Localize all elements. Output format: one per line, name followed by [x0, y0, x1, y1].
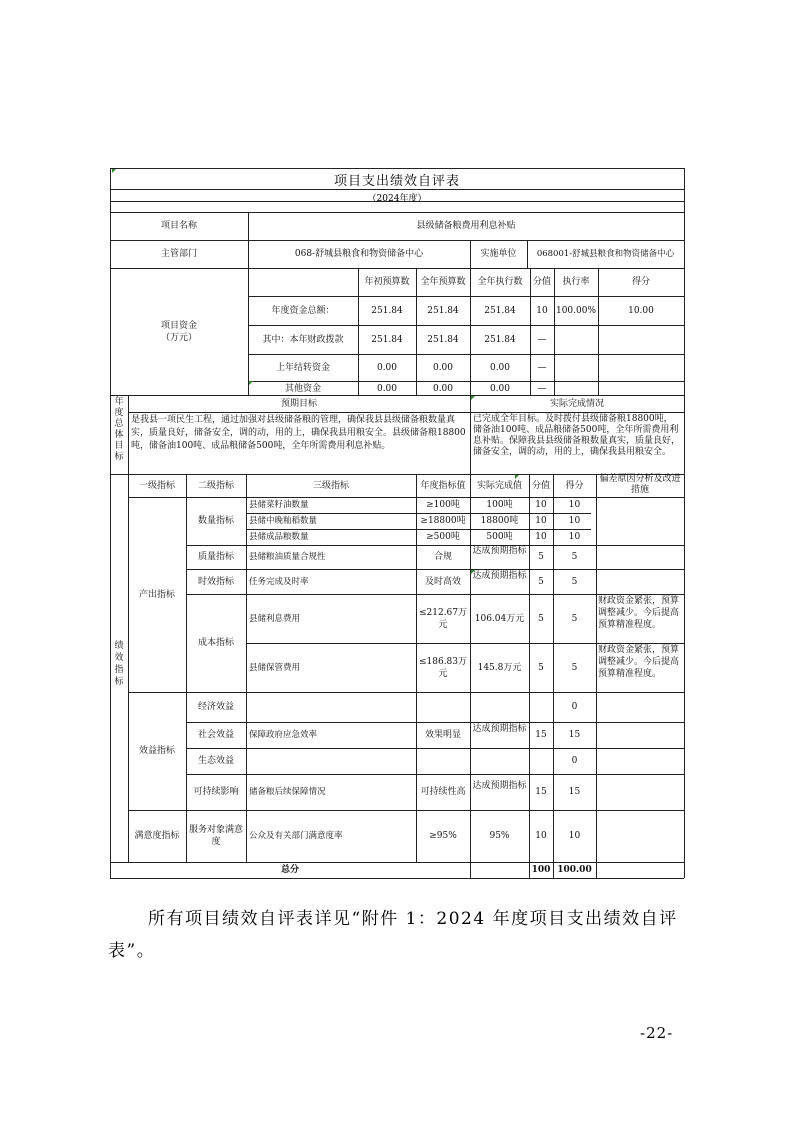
indicator-header: 三级指标: [312, 481, 349, 491]
indicator-name: 保障政府应急效率: [249, 730, 318, 740]
level2-economic: 经济效益: [197, 702, 234, 712]
funds-rate: 100.00%: [555, 306, 597, 316]
indicator-header: 二级指标: [197, 481, 234, 491]
indicator-name: 任务完成及时率: [249, 577, 309, 587]
indicators-side-label: 绩效指标: [114, 641, 124, 687]
total-score: 100.00: [557, 865, 592, 875]
indicator-actual: 达成预期指标: [472, 546, 527, 556]
table-title: 项目支出绩效自评表: [333, 174, 460, 189]
project-name-label: 项目名称: [160, 221, 197, 231]
indicator-actual: 18800吨: [480, 516, 519, 526]
funds-full: 251.84: [427, 306, 459, 316]
total-value: 100: [531, 865, 551, 875]
indicator-score: 10: [568, 500, 581, 510]
indicator-target: 可持续性高: [420, 787, 466, 797]
expected-goal-header: 预期目标: [280, 399, 317, 409]
indicator-name: 公众及有关部门满意度率: [249, 831, 343, 841]
funds-row-label: 年度资金总额：: [271, 306, 335, 316]
funds-exec: 0.00: [489, 363, 511, 373]
indicator-score: 10: [568, 516, 581, 526]
funds-full: 0.00: [432, 384, 454, 394]
level2-social: 社会效益: [197, 730, 234, 740]
indicator-actual: 500吨: [486, 532, 513, 542]
indicator-score: 5: [571, 577, 578, 587]
indicator-name: 县储中晚籼稻数量: [249, 516, 318, 526]
indicator-header: 分值: [531, 481, 550, 491]
project-name-value: 县级储备粮费用利息补贴: [416, 221, 516, 231]
indicator-actual: 95%: [489, 831, 510, 841]
level2-service-satisfaction: 服务对象满意度: [188, 825, 243, 847]
funds-score-value: —: [537, 384, 547, 394]
level2-quality: 质量指标: [197, 552, 234, 562]
funds-score-value: 10: [536, 306, 548, 316]
indicator-target: ≥100吨: [426, 500, 460, 510]
level2-timeliness: 时效指标: [197, 577, 234, 587]
funds-score-value: —: [537, 335, 547, 345]
indicator-target: ≥500吨: [426, 532, 460, 542]
indicator-score: 10: [568, 532, 581, 542]
indicator-name: 县储保管费用: [249, 663, 301, 673]
funds-init: 0.00: [376, 363, 398, 373]
funds-row-label: 上年结转资金: [275, 363, 330, 373]
funds-exec: 251.84: [484, 306, 516, 316]
funds-header: 全年执行数: [477, 277, 523, 287]
indicator-name: 县储成品粮数量: [249, 532, 309, 542]
funds-row-label: 其中：本年财政拨款: [262, 335, 344, 345]
level2-sustainable: 可持续影响: [193, 787, 239, 797]
funds-header: 分值: [532, 277, 551, 287]
indicator-score: 0: [571, 702, 578, 712]
funds-full: 0.00: [432, 363, 454, 373]
level2-cost: 成本指标: [197, 638, 234, 648]
indicator-header: 一级指标: [138, 481, 175, 491]
indicator-target: ≥18800吨: [420, 516, 466, 526]
funds-header: 全年预算数: [420, 277, 466, 287]
indicator-header: 偏差原因分析及改进措施: [599, 474, 681, 495]
indicator-name: 县储菜籽油数量: [249, 500, 309, 510]
indicator-name: 储备粮后续保障情况: [249, 787, 326, 797]
indicator-score: 5: [571, 552, 578, 562]
funds-score-value: —: [537, 363, 547, 373]
funds-header: 执行率: [562, 277, 590, 287]
funds-full: 251.84: [427, 335, 459, 345]
indicator-value: 5: [538, 663, 544, 673]
indicator-score: 5: [571, 614, 578, 624]
actual-text: 已完成全年目标。及时拨付县级储备粮18800吨，储备油100吨、成品粮储备500吨，全年所需费用利息补贴。保障我县县级储备粮数量真实，质量良好，储备安全，调的动，用的上，确保我县用粮安全。: [473, 414, 681, 457]
funds-init: 251.84: [371, 306, 403, 316]
indicator-score: 0: [571, 756, 578, 766]
indicator-note: 财政资金紧张，预算调整减少。今后提高预算精准程度。: [598, 645, 680, 679]
total-label: 总分: [280, 865, 299, 875]
level2-quantity: 数量指标: [197, 516, 234, 526]
indicator-score: 5: [571, 663, 578, 673]
indicator-actual: 达成预期指标: [472, 781, 527, 791]
indicator-target: 及时高效: [424, 577, 461, 587]
funds-header: 得分: [631, 277, 650, 287]
body-paragraph: 所有项目绩效自评表详见“附件 1：2024 年度项目支出绩效自评表”。: [108, 909, 678, 961]
indicator-score: 15: [568, 787, 581, 797]
indicator-value: 10: [535, 831, 547, 841]
funds-score: 10.00: [628, 306, 654, 316]
indicator-target: ≥95%: [429, 831, 457, 841]
indicator-actual: 106.04万元: [474, 614, 525, 624]
indicator-value: 10: [535, 516, 547, 526]
indicator-target: 合规: [433, 552, 452, 562]
indicator-actual: 达成预期指标: [472, 571, 527, 581]
actual-header: 实际完成情况: [549, 399, 604, 409]
indicator-value: 15: [535, 787, 547, 797]
dept-label: 主管部门: [160, 249, 197, 259]
indicator-name: 县储利息费用: [249, 614, 301, 624]
indicator-actual: 100吨: [486, 500, 513, 510]
indicator-target: ≤186.83万元: [418, 657, 468, 679]
funds-exec: 251.84: [484, 335, 516, 345]
indicator-name: 县储粮油质量合规性: [249, 552, 326, 562]
indicator-target: 效果明显: [424, 730, 461, 740]
indicator-score: 10: [568, 831, 581, 841]
expected-goal-text: 是我县一项民生工程，通过加强对县级储备粮的管理，确保我县县级储备粮数量真实，质量良好，储备安全，调的动，用的上，确保我县用粮安全。县级储备粮18800吨，储备油100吨、成品粮储备500吨，全年所需费用利息补贴。: [131, 415, 466, 451]
indicator-header: 实际完成值: [476, 481, 522, 491]
indicator-value: 5: [538, 577, 544, 587]
indicator-header: 年度指标值: [420, 481, 466, 491]
level1-output: 产出指标: [138, 590, 175, 600]
indicator-value: 10: [535, 532, 547, 542]
level1-satisfaction: 满意度指标: [134, 831, 180, 841]
level2-ecological: 生态效益: [197, 756, 234, 766]
page-number: -22-: [640, 1024, 674, 1042]
goals-side-label: 年度总体目标: [114, 397, 124, 462]
dept-value: 068-舒城县粮食和物资储备中心: [294, 249, 424, 259]
level1-benefit: 效益指标: [138, 746, 175, 756]
funds-row-label: 其他资金: [284, 384, 321, 394]
indicator-value: 5: [538, 552, 544, 562]
indicator-note: 财政资金紧张，预算调整减少。今后提高预算精准程度。: [598, 596, 680, 630]
indicator-value: 10: [535, 500, 547, 510]
funds-label: 项目资金 （万元）: [160, 321, 197, 343]
impl-label: 实施单位: [480, 249, 517, 259]
funds-exec: 0.00: [489, 384, 511, 394]
funds-header: 年初预算数: [364, 277, 410, 287]
table-subtitle: （2024年度）: [367, 194, 427, 204]
indicator-actual: 145.8万元: [477, 663, 522, 673]
indicator-value: 15: [535, 730, 547, 740]
indicator-value: 5: [538, 614, 544, 624]
funds-init: 251.84: [371, 335, 403, 345]
indicator-target: ≤212.67万元: [418, 608, 468, 630]
indicator-header: 得分: [565, 481, 584, 491]
indicator-score: 15: [568, 730, 581, 740]
impl-value: 068001-舒城县粮食和物资储备中心: [536, 249, 675, 259]
funds-init: 0.00: [376, 384, 398, 394]
indicator-actual: 达成预期指标: [472, 724, 527, 734]
